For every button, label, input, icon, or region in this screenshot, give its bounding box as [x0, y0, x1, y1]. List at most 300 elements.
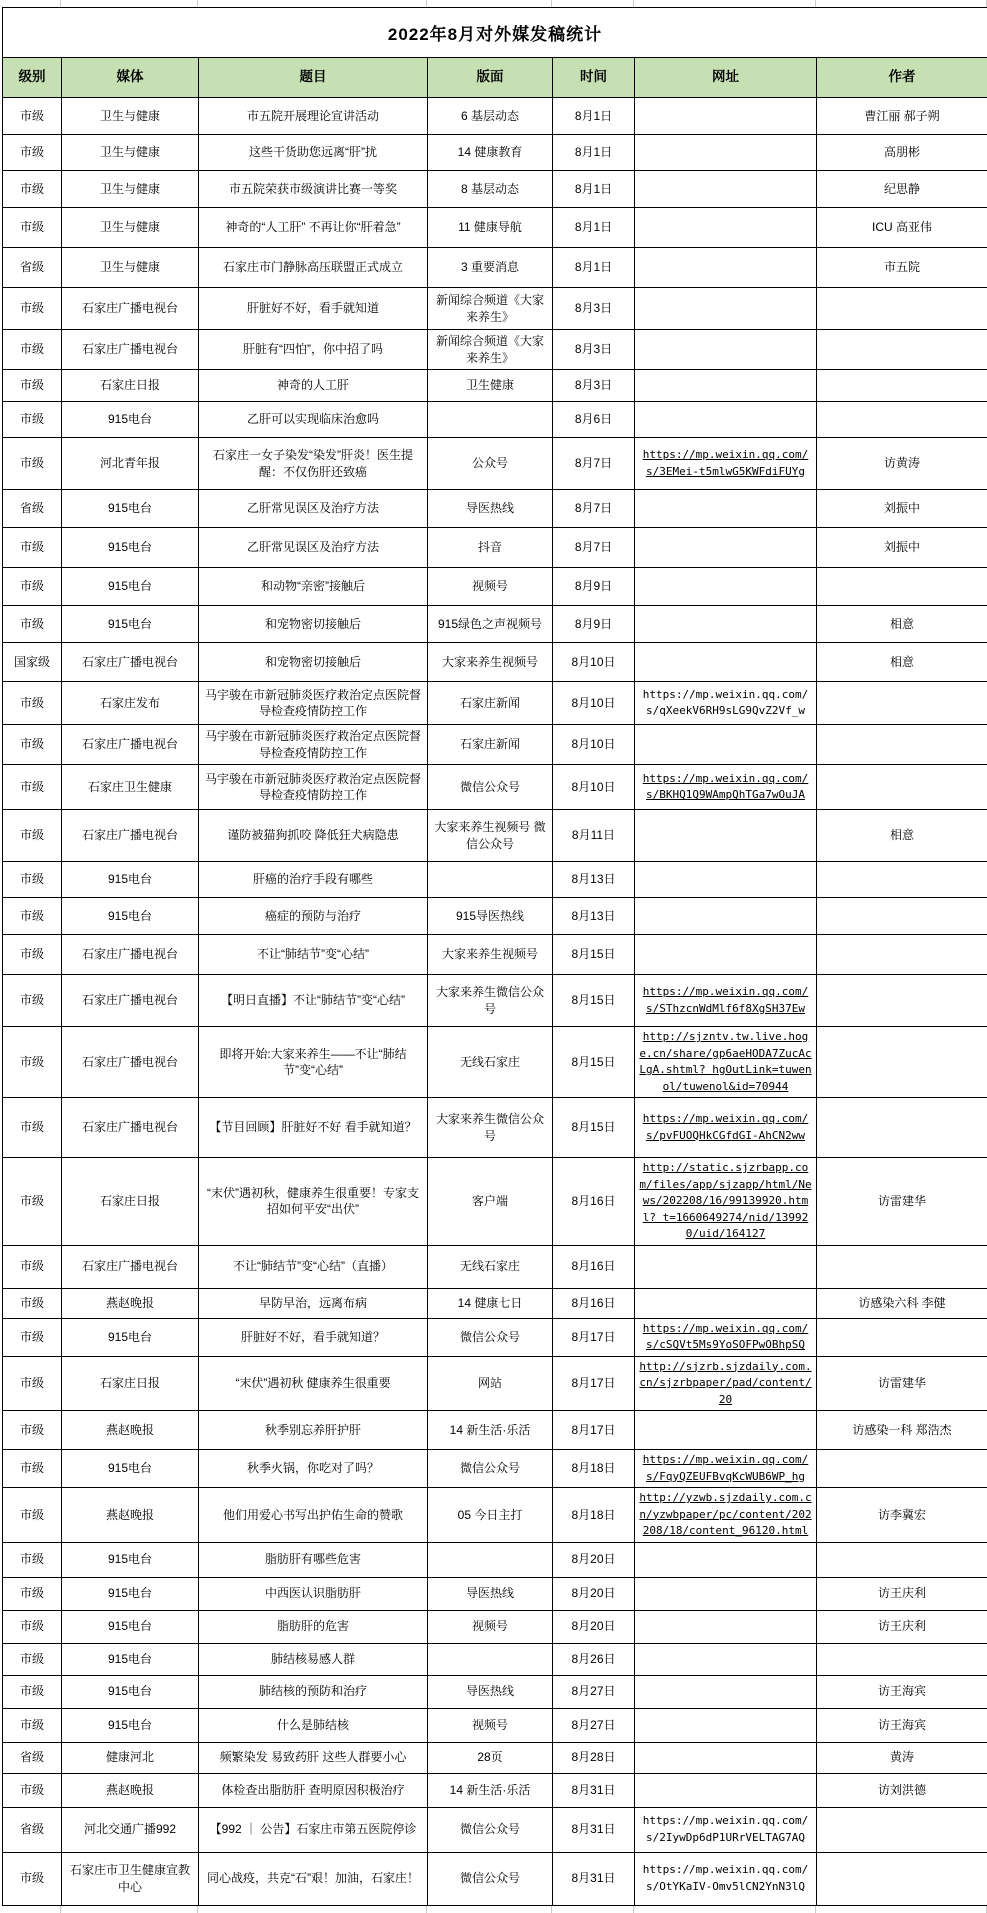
cell-media: 915电台 — [62, 568, 199, 605]
cell-title: 肝脏好不好，看手就知道？ — [199, 1319, 428, 1356]
table-row — [3, 935, 987, 975]
article-link[interactable]: http://sjzrb.sjzdaily.com.cn/sjzrbpaper/pad/content/20 — [639, 1359, 812, 1406]
cell-url — [635, 1578, 817, 1610]
cell-media: 石家庄广播电视台 — [62, 935, 199, 974]
cell-media: 卫生与健康 — [62, 208, 199, 247]
cell-page: 视频号 — [428, 1709, 553, 1742]
cell-author — [817, 935, 987, 974]
article-link[interactable]: https://mp.weixin.qq.com/s/BKHQ1Q9WAmpQhTGa7wOuJA — [642, 771, 809, 801]
cell-page: 微信公众号 — [428, 765, 553, 809]
cell-level: 市级 — [3, 765, 62, 809]
cell-page — [428, 402, 553, 437]
cell-level: 国家级 — [3, 643, 62, 681]
column-header-page: 版面 — [428, 58, 553, 97]
cell-media: 石家庄广播电视台 — [62, 975, 199, 1026]
cell-date: 8月16日 — [553, 1289, 635, 1318]
table-row — [3, 402, 987, 438]
table-row — [3, 1578, 987, 1611]
cell-page: 无线石家庄 — [428, 1246, 553, 1288]
table-row — [3, 1450, 987, 1488]
table-row — [3, 1027, 987, 1098]
cell-media: 石家庄广播电视台 — [62, 810, 199, 861]
column-header-level: 级别 — [3, 58, 62, 97]
table-row — [3, 438, 987, 490]
cell-title: 肝脏有“四怕”，你中招了吗 — [199, 330, 428, 369]
article-link[interactable]: https://mp.weixin.qq.com/s/SThzcnWdMlf6f8XgSH37Ew — [642, 985, 809, 1015]
cell-date: 8月9日 — [553, 568, 635, 605]
table-row — [3, 1543, 987, 1578]
cell-title: 同心战疫，共克“石”艰！加油，石家庄！ — [199, 1853, 428, 1905]
cell-date: 8月13日 — [553, 898, 635, 934]
cell-date: 8月16日 — [553, 1158, 635, 1245]
cell-media: 915电台 — [62, 898, 199, 934]
cell-page: 微信公众号 — [428, 1808, 553, 1852]
table-row — [3, 568, 987, 606]
cell-url — [635, 682, 817, 724]
table-row — [3, 1853, 987, 1906]
table-row — [3, 1411, 987, 1450]
cell-media: 石家庄广播电视台 — [62, 1246, 199, 1288]
cell-page: 公众号 — [428, 438, 553, 489]
cell-level: 市级 — [3, 402, 62, 437]
cell-url — [635, 935, 817, 974]
cell-author — [817, 725, 987, 764]
cell-media: 915电台 — [62, 1644, 199, 1675]
table-row — [3, 528, 987, 568]
cell-date: 8月3日 — [553, 288, 635, 329]
cell-media: 915电台 — [62, 1319, 199, 1356]
cell-media: 燕赵晚报 — [62, 1774, 199, 1807]
table-row — [3, 370, 987, 402]
cell-title: “末伏”遇初秋 健康养生很重要 — [199, 1357, 428, 1411]
cell-author: 访黄涛 — [883, 456, 920, 471]
cell-author: 访雷建华 — [877, 1194, 926, 1209]
cell-page: 微信公众号 — [428, 1450, 553, 1487]
cell-level: 市级 — [3, 862, 62, 897]
cell-url — [635, 171, 817, 207]
cell-title: 癌症的预防与治疗 — [199, 898, 428, 934]
cell-author — [817, 682, 987, 724]
table-row — [3, 171, 987, 208]
cell-url — [635, 1289, 817, 1318]
cell-title: 谨防被猫狗抓咬 降低狂犬病隐患 — [199, 810, 428, 861]
column-header-date: 时间 — [553, 58, 635, 97]
cell-level: 市级 — [3, 1578, 62, 1610]
cell-title: 即将开始:大家来养生——不让“肺结节”变“心结” — [199, 1027, 428, 1097]
table-row — [3, 208, 987, 248]
article-link[interactable]: http://static.sjzrbapp.com/files/app/sjzapp/html/News/202208/16/99139920.html? t=1660649274/nid/139920/uid/164127 — [639, 1161, 812, 1240]
cell-level: 市级 — [3, 288, 62, 329]
page-title: 2022年8月对外媒发稿统计 — [3, 8, 987, 58]
cell-media: 石家庄广播电视台 — [62, 725, 199, 764]
cell-level: 市级 — [3, 682, 62, 724]
cell-date: 8月11日 — [553, 810, 635, 861]
cell-level: 市级 — [3, 1450, 62, 1487]
cell-url — [635, 288, 817, 329]
cell-page: 14 健康七日 — [428, 1289, 553, 1318]
cell-level: 市级 — [3, 1319, 62, 1356]
column-header-url: 网址 — [635, 58, 817, 97]
cell-page: 8 基层动态 — [428, 171, 553, 207]
cell-page: 大家来养生视频号 — [428, 643, 553, 681]
cell-page: 28页 — [428, 1743, 553, 1773]
table-row — [3, 1676, 987, 1709]
table-row — [3, 765, 987, 810]
cell-page: 石家庄新闻 — [428, 725, 553, 764]
cell-media: 915电台 — [62, 528, 199, 567]
cell-author: ICU 高亚伟 — [871, 220, 932, 235]
cell-page: 抖音 — [428, 528, 553, 567]
table-header-row — [3, 58, 987, 98]
cell-author — [817, 1808, 987, 1852]
cell-media: 915电台 — [62, 1709, 199, 1742]
cell-author — [817, 1246, 987, 1288]
cell-author — [817, 1098, 987, 1157]
cell-title: 这些干货助您远离“肝”扰 — [199, 135, 428, 170]
cell-title: 石家庄一女子染发“染发”肝炎！医生提醒：不仅伤肝还致癌 — [199, 438, 428, 489]
cell-page: 大家来养生微信公众号 — [428, 975, 553, 1026]
cell-url — [635, 248, 817, 287]
cell-media: 健康河北 — [62, 1743, 199, 1773]
cell-date: 8月20日 — [553, 1543, 635, 1577]
cell-level: 市级 — [3, 1158, 62, 1245]
table-row — [3, 1611, 987, 1644]
cell-media: 燕赵晚报 — [62, 1488, 199, 1542]
cell-date: 8月15日 — [553, 935, 635, 974]
cell-page: 大家来养生视频号 — [428, 935, 553, 974]
cell-level: 市级 — [3, 528, 62, 567]
cell-page: 大家来养生视频号 微信公众号 — [428, 810, 553, 861]
cell-page: 导医热线 — [428, 1578, 553, 1610]
table-row — [3, 606, 987, 643]
table-row — [3, 725, 987, 765]
table-row — [3, 810, 987, 862]
cell-url — [635, 1543, 817, 1577]
cell-level: 市级 — [3, 370, 62, 401]
cell-title: 中西医认识脂肪肝 — [199, 1578, 428, 1610]
cell-title: 乙肝可以实现临床治愈吗 — [199, 402, 428, 437]
cell-date: 8月27日 — [553, 1709, 635, 1742]
article-link[interactable]: https://mp.weixin.qq.com/s/pvFUOQHkCGfdGI-AhCN2ww — [642, 1112, 809, 1142]
cell-title: 【992 ｜ 公告】石家庄市第五医院停诊 — [199, 1808, 428, 1852]
cell-title: 马宇骏在市新冠肺炎医疗救治定点医院督导检查疫情防控工作 — [199, 765, 428, 809]
cell-url — [635, 1158, 817, 1245]
cell-url — [635, 1853, 817, 1905]
cell-url — [635, 862, 817, 897]
cell-url — [635, 1808, 817, 1852]
report-table — [2, 7, 987, 1906]
cell-title: 肺结核的预防和治疗 — [199, 1676, 428, 1708]
cell-page — [428, 862, 553, 897]
table-row — [3, 1743, 987, 1774]
cell-url — [635, 1246, 817, 1288]
cell-page — [428, 1543, 553, 1577]
cell-date: 8月10日 — [553, 643, 635, 681]
cell-level: 市级 — [3, 98, 62, 134]
cell-author: 访感染六科 李健 — [858, 1295, 946, 1310]
cell-url — [635, 643, 817, 681]
cell-url — [635, 370, 817, 401]
cell-level: 市级 — [3, 898, 62, 934]
cell-title: 乙肝常见误区及治疗方法 — [199, 490, 428, 527]
cell-media: 石家庄日报 — [62, 370, 199, 401]
cell-author: 刘振中 — [883, 501, 920, 516]
cell-url — [635, 490, 817, 527]
table-row — [3, 1709, 987, 1743]
cell-media: 石家庄市卫生健康宣教中心 — [62, 1853, 199, 1905]
cell-date: 8月7日 — [553, 528, 635, 567]
cell-url — [635, 1027, 817, 1097]
cell-title: 神奇的人工肝 — [199, 370, 428, 401]
cell-author: 访雷建华 — [877, 1376, 926, 1391]
cell-author: 访王庆利 — [877, 1586, 926, 1601]
cell-title: 肝癌的治疗手段有哪些 — [199, 862, 428, 897]
cell-date: 8月10日 — [553, 765, 635, 809]
cell-media: 石家庄卫生健康 — [62, 765, 199, 809]
article-link[interactable]: http://yzwb.sjzdaily.com.cn/yzwbpaper/pc/content/202208/18/content_96120.html — [639, 1491, 812, 1537]
gridline-strip-top — [2, 0, 987, 7]
cell-media: 燕赵晚报 — [62, 1411, 199, 1449]
cell-media: 卫生与健康 — [62, 248, 199, 287]
cell-date: 8月27日 — [553, 1676, 635, 1708]
cell-date: 8月15日 — [553, 1098, 635, 1157]
cell-author: 相意 — [889, 654, 914, 669]
cell-media: 河北青年报 — [62, 438, 199, 489]
cell-page: 无线石家庄 — [428, 1027, 553, 1097]
cell-level: 省级 — [3, 1808, 62, 1852]
cell-date: 8月10日 — [553, 725, 635, 764]
cell-page: 3 重要消息 — [428, 248, 553, 287]
cell-media: 石家庄广播电视台 — [62, 330, 199, 369]
cell-page: 14 健康教育 — [428, 135, 553, 170]
table-row — [3, 975, 987, 1027]
cell-url — [635, 1709, 817, 1742]
cell-level: 市级 — [3, 1774, 62, 1807]
cell-date: 8月17日 — [553, 1357, 635, 1411]
cell-url — [635, 1743, 817, 1773]
cell-date: 8月1日 — [553, 98, 635, 134]
table-row — [3, 1774, 987, 1808]
cell-page: 微信公众号 — [428, 1319, 553, 1356]
table-row — [3, 643, 987, 682]
table-row — [3, 1098, 987, 1158]
cell-level: 市级 — [3, 810, 62, 861]
cell-page: 05 今日主打 — [428, 1488, 553, 1542]
cell-page: 网站 — [428, 1357, 553, 1411]
cell-title: 马宇骏在市新冠肺炎医疗救治定点医院督导检查疫情防控工作 — [199, 725, 428, 764]
column-header-media: 媒体 — [62, 58, 199, 97]
cell-page: 915绿色之声视频号 — [428, 606, 553, 642]
cell-url — [635, 1411, 817, 1449]
cell-url — [635, 1450, 817, 1487]
cell-author — [817, 370, 987, 401]
cell-media: 915电台 — [62, 1676, 199, 1708]
cell-title: 不让“肺结节”变“心结” — [199, 935, 428, 974]
cell-title: 脂肪肝有哪些危害 — [199, 1543, 428, 1577]
cell-title: 【明日直播】不让“肺结节”变“心结” — [199, 975, 428, 1026]
cell-level: 市级 — [3, 208, 62, 247]
cell-page: 11 健康导航 — [428, 208, 553, 247]
cell-title: 他们用爱心书写出护佑生命的赞歌 — [199, 1488, 428, 1542]
cell-level: 市级 — [3, 935, 62, 974]
column-header-title: 题目 — [199, 58, 428, 97]
cell-title: 神奇的“人工肝” 不再让你“肝着急” — [199, 208, 428, 247]
cell-author — [817, 1853, 987, 1905]
cell-author — [817, 568, 987, 605]
cell-url — [635, 975, 817, 1026]
gridline-strip-bottom — [2, 1906, 987, 1913]
cell-level: 市级 — [3, 1411, 62, 1449]
cell-media: 915电台 — [62, 1450, 199, 1487]
cell-author — [817, 765, 987, 809]
cell-level: 市级 — [3, 1676, 62, 1708]
cell-url — [635, 1488, 817, 1542]
cell-level: 市级 — [3, 1853, 62, 1905]
cell-date: 8月18日 — [553, 1488, 635, 1542]
cell-media: 915电台 — [62, 862, 199, 897]
cell-media: 燕赵晚报 — [62, 1289, 199, 1318]
cell-date: 8月15日 — [553, 1027, 635, 1097]
cell-title: 秋季火锅，你吃对了吗？ — [199, 1450, 428, 1487]
cell-url — [635, 1676, 817, 1708]
table-row — [3, 135, 987, 171]
cell-page: 915导医热线 — [428, 898, 553, 934]
table-body — [3, 98, 987, 1906]
cell-media: 石家庄广播电视台 — [62, 1027, 199, 1097]
article-link[interactable]: https://mp.weixin.qq.com/s/3EMei-t5mlwG5KWFdiFUYg — [642, 448, 809, 478]
cell-url — [635, 725, 817, 764]
cell-title: 石家庄市门静脉高压联盟正式成立 — [199, 248, 428, 287]
cell-level: 市级 — [3, 1357, 62, 1411]
cell-media: 915电台 — [62, 490, 199, 527]
cell-media: 石家庄广播电视台 — [62, 643, 199, 681]
cell-page: 微信公众号 — [428, 1853, 553, 1905]
cell-level: 市级 — [3, 975, 62, 1026]
cell-author: 高朋彬 — [883, 145, 920, 160]
cell-author — [817, 330, 987, 369]
cell-page: 石家庄新闻 — [428, 682, 553, 724]
cell-title: 秋季别忘养肝护肝 — [199, 1411, 428, 1449]
cell-title: 和宠物密切接触后 — [199, 606, 428, 642]
cell-title: “末伏”遇初秋，健康养生很重要！专家支招如何平安“出伏” — [199, 1158, 428, 1245]
cell-author: 访王海宾 — [877, 1684, 926, 1699]
cell-url — [635, 1774, 817, 1807]
cell-date: 8月9日 — [553, 606, 635, 642]
cell-level: 市级 — [3, 171, 62, 207]
cell-url — [635, 98, 817, 134]
cell-author — [817, 862, 987, 897]
cell-author — [817, 1027, 987, 1097]
cell-page: 14 新生活·乐活 — [428, 1774, 553, 1807]
table-row — [3, 682, 987, 725]
cell-level: 省级 — [3, 1743, 62, 1773]
cell-page: 大家来养生微信公众号 — [428, 1098, 553, 1157]
cell-date: 8月20日 — [553, 1578, 635, 1610]
cell-author: 访王海宾 — [877, 1717, 926, 1732]
cell-level: 市级 — [3, 330, 62, 369]
cell-author — [817, 975, 987, 1026]
cell-title: 脂肪肝的危害 — [199, 1611, 428, 1643]
cell-media: 915电台 — [62, 1611, 199, 1643]
cell-date: 8月26日 — [553, 1644, 635, 1675]
cell-date: 8月7日 — [553, 490, 635, 527]
cell-title: 乙肝常见误区及治疗方法 — [199, 528, 428, 567]
cell-title: 市五院开展理论宣讲活动 — [199, 98, 428, 134]
cell-date: 8月31日 — [553, 1853, 635, 1905]
cell-level: 市级 — [3, 568, 62, 605]
cell-title: 和宠物密切接触后 — [199, 643, 428, 681]
cell-url — [635, 1319, 817, 1356]
cell-media: 915电台 — [62, 1543, 199, 1577]
cell-author — [817, 1644, 987, 1675]
table-row — [3, 1158, 987, 1246]
cell-url — [635, 208, 817, 247]
cell-title: 肝脏好不好，看手就知道 — [199, 288, 428, 329]
article-link[interactable]: https://mp.weixin.qq.com/s/cSQVt5Ms9YoSOFPwOBhpSQ — [642, 1321, 809, 1351]
cell-level: 省级 — [3, 248, 62, 287]
cell-level: 市级 — [3, 1098, 62, 1157]
cell-title: 体检查出脂肪肝 查明原因积极治疗 — [199, 1774, 428, 1807]
cell-level: 市级 — [3, 1611, 62, 1643]
table-row — [3, 1357, 987, 1412]
cell-url — [635, 402, 817, 437]
cell-url — [635, 135, 817, 170]
cell-media: 石家庄广播电视台 — [62, 288, 199, 329]
cell-media: 卫生与健康 — [62, 171, 199, 207]
cell-author — [817, 1319, 987, 1356]
cell-title: 马宇骏在市新冠肺炎医疗救治定点医院督导检查疫情防控工作 — [199, 682, 428, 724]
cell-date: 8月1日 — [553, 135, 635, 170]
cell-level: 市级 — [3, 1027, 62, 1097]
article-link[interactable]: https://mp.weixin.qq.com/s/FqyQZEUFBvqKcWUB6WP_hg — [642, 1453, 809, 1483]
cell-url — [635, 438, 817, 489]
cell-date: 8月3日 — [553, 370, 635, 401]
table-row — [3, 98, 987, 135]
cell-date: 8月20日 — [553, 1611, 635, 1643]
cell-date: 8月1日 — [553, 208, 635, 247]
cell-media: 石家庄日报 — [62, 1357, 199, 1411]
cell-title: 市五院荣获市级演讲比赛一等奖 — [199, 171, 428, 207]
cell-level: 市级 — [3, 1644, 62, 1675]
cell-level: 市级 — [3, 1543, 62, 1577]
cell-level: 市级 — [3, 1289, 62, 1318]
cell-level: 市级 — [3, 606, 62, 642]
cell-date: 8月16日 — [553, 1246, 635, 1288]
cell-level: 省级 — [3, 490, 62, 527]
cell-title: 和动物“亲密”接触后 — [199, 568, 428, 605]
cell-media: 石家庄日报 — [62, 1158, 199, 1245]
cell-date: 8月6日 — [553, 402, 635, 437]
cell-author: 纪思静 — [883, 181, 920, 196]
url-text: https://mp.weixin.qq.com/s/2IywDp6dP1URrVELTAG7AQ — [642, 1814, 809, 1844]
cell-page: 卫生健康 — [428, 370, 553, 401]
cell-media: 河北交通广播992 — [62, 1808, 199, 1852]
cell-date: 8月28日 — [553, 1743, 635, 1773]
article-link[interactable]: http://sjzntv.tw.live.hoge.cn/share/gp6aeHODA7ZucAcLgA.shtml? hgOutLink=tuwenol/tuwenol&id=70944 — [639, 1030, 812, 1093]
cell-title: 什么是肺结核 — [199, 1709, 428, 1742]
cell-level: 市级 — [3, 1488, 62, 1542]
cell-author: 曹江丽 郝子朔 — [864, 108, 940, 123]
table-row — [3, 1246, 987, 1289]
cell-url — [635, 528, 817, 567]
cell-level: 市级 — [3, 1246, 62, 1288]
table-row — [3, 1319, 987, 1357]
cell-title: 肺结核易感人群 — [199, 1644, 428, 1675]
cell-media: 915电台 — [62, 402, 199, 437]
table-row — [3, 1488, 987, 1543]
cell-page: 14 新生活·乐活 — [428, 1411, 553, 1449]
cell-author: 访王庆利 — [877, 1619, 926, 1634]
